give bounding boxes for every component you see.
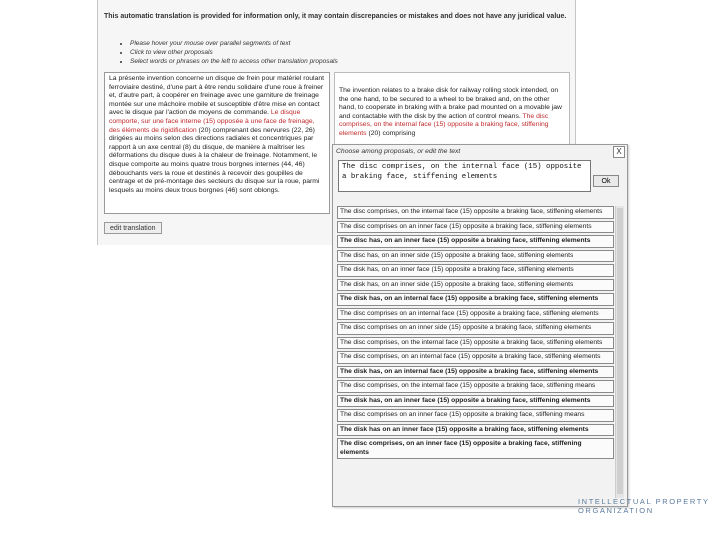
proposal-item[interactable]: The disc comprises on an inner face (15) opposite a braking face, stiffening means bbox=[337, 409, 614, 422]
proposal-item[interactable]: The disk has, on an inner face (15) opposite a braking face, stiffening elements bbox=[337, 395, 614, 408]
source-text-segment[interactable]: (20) comprenant des nervures (22, 26) dirigées au moins selon des directions radiales et concentriques par rapport à un axe central (8) du disque, de manière à maîtriser les déformations du disque dues à la chaleur de freinage. Notamment, le disque comporte au moins quatre trous borgnes internes (44, 46) débouchants vers la roue et destinés à recevoir des goupilles de centrage et de pré-montage des secteurs du disque sur la roue, parmi lesquels au moins deux trous borgnes (46) sont oblongs. bbox=[109, 126, 320, 194]
proposal-item[interactable]: The disc comprises on an inner face (15) opposite a braking face, stiffening elements bbox=[337, 221, 614, 234]
translation-edit-field[interactable] bbox=[338, 160, 591, 192]
proposal-item[interactable]: The disc has, on an inner face (15) opposite a braking face, stiffening elements bbox=[337, 235, 614, 248]
proposal-item[interactable]: The disc comprises, on an inner face (15) opposite a braking face, stiffening elements bbox=[337, 438, 614, 459]
proposal-item[interactable]: The disk has, on an internal face (15) opposite a braking face, stiffening elements bbox=[337, 293, 614, 306]
instruction-item: • Please hover your mouse over parallel segments of text bbox=[130, 39, 338, 48]
proposal-item[interactable]: The disk has, on an inner side (15) opposite a braking face, stiffening elements bbox=[337, 279, 614, 292]
edit-translation-button[interactable]: edit translation bbox=[104, 222, 162, 234]
popup-title: Choose among proposals, or edit the text bbox=[336, 148, 461, 155]
source-text-box[interactable] bbox=[104, 72, 330, 214]
instruction-item: • Click to view other proposals bbox=[130, 48, 338, 57]
proposals-popup bbox=[332, 144, 628, 507]
close-icon[interactable]: X bbox=[613, 146, 625, 158]
organization-logo bbox=[578, 497, 710, 515]
target-text-highlight[interactable]: The disc comprises, on the internal face (15) opposite a braking face, stiffening elements bbox=[339, 112, 549, 137]
ok-button[interactable]: Ok bbox=[593, 175, 619, 187]
proposal-scrollbar[interactable] bbox=[615, 206, 624, 498]
target-text-segment[interactable]: (20) comprising bbox=[366, 129, 416, 137]
proposal-item[interactable]: The disk has on an inner face (15) opposite a braking face, stiffening elements bbox=[337, 424, 614, 437]
proposal-item[interactable]: The disc comprises on an inner side (15) opposite a braking face, stiffening elements bbox=[337, 322, 614, 335]
proposal-item[interactable]: The disc comprises, on the internal face (15) opposite a braking face, stiffening means bbox=[337, 380, 614, 393]
organization-name-line1: INTELLECTUAL PROPERTY bbox=[578, 497, 710, 506]
proposal-item[interactable]: The disc comprises on an internal face (15) opposite a braking face, stiffening elements bbox=[337, 308, 614, 321]
proposal-item[interactable]: The disk has, on an internal face (15) opposite a braking face, stiffening elements bbox=[337, 366, 614, 379]
source-text-segment[interactable]: La présente invention concerne un disque de frein pour matériel roulant ferroviaire destiné, d'une part à être rendu solidaire d'une roue à freiner et, d'autre part, à coopérer en freinage avec une garniture de freinage montée sur une mâchoire mobile et susceptible d'être mise en contact avec le disque par l'action de moyens de commande. bbox=[109, 75, 324, 117]
proposal-list bbox=[337, 206, 614, 461]
scrollbar-thumb[interactable] bbox=[617, 208, 623, 494]
disclaimer-text: This automatic translation is provided for information only, it may contain discrepancies or mistakes and does not have any juridical value. bbox=[104, 13, 567, 20]
instruction-list bbox=[122, 39, 338, 66]
proposal-item[interactable]: The disc comprises, on the internal face (15) opposite a braking face, stiffening elements bbox=[337, 337, 614, 350]
proposal-item[interactable]: The disc comprises, on an internal face (15) opposite a braking face, stiffening elements bbox=[337, 351, 614, 364]
instruction-item: • Select words or phrases on the left to access other translation proposals bbox=[130, 57, 338, 66]
target-text-segment[interactable]: The invention relates to a brake disk for railway rolling stock intended, on the one hand, to be secured to a wheel to be braked and, on the other hand, to cooperate in braking with a brake pad mounted on a movable jaw and contactable with the disk by the action of control means. bbox=[339, 87, 562, 120]
proposal-item[interactable]: The disc has, on an inner side (15) opposite a braking face, stiffening elements bbox=[337, 250, 614, 263]
source-text-highlight[interactable]: Le disque comporte, sur une face interne (15) opposée à une face de freinage, des éléments de rigidification bbox=[109, 109, 315, 134]
proposal-item[interactable]: The disc comprises, on the internal face (15) opposite a braking face, stiffening elements bbox=[337, 206, 614, 219]
proposal-item[interactable]: The disk has, on an inner face (15) opposite a braking face, stiffening elements bbox=[337, 264, 614, 277]
organization-name-line2: ORGANIZATION bbox=[578, 506, 654, 515]
